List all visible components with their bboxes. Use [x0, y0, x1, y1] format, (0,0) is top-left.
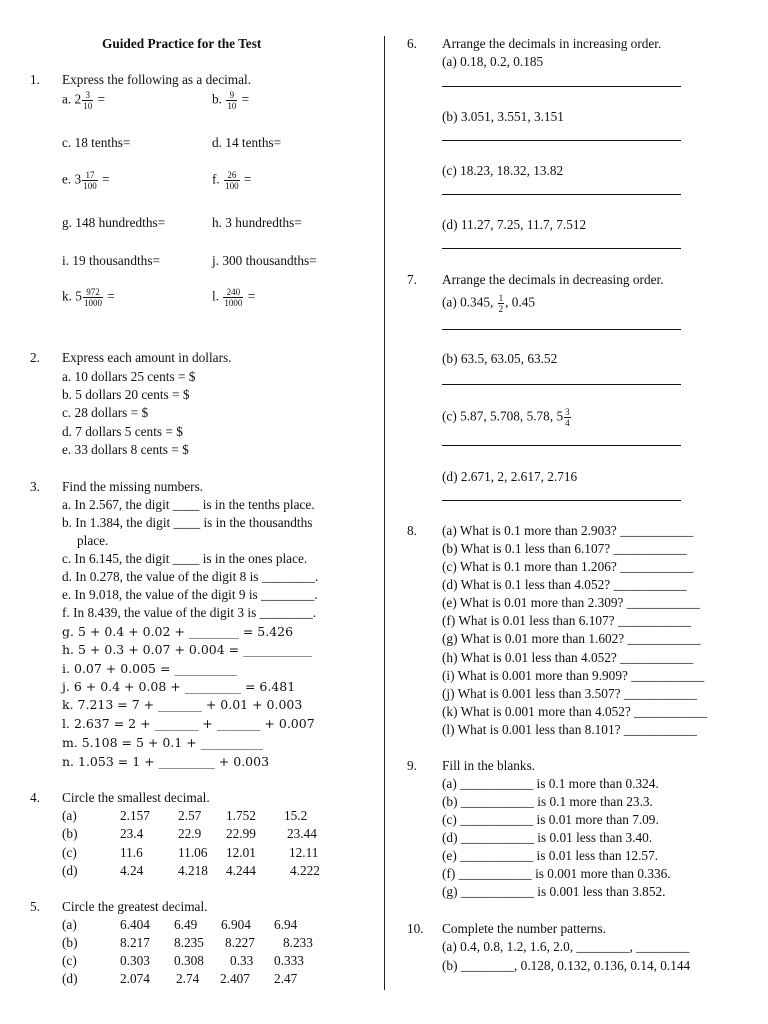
q3-item-b-cont: place.: [77, 533, 109, 548]
q3-number: 3.: [30, 479, 40, 494]
q2-prompt: Express each amount in dollars.: [62, 350, 232, 365]
q7-item-c: (c) 5.87, 5.708, 5.78, 5 $\frac{3}{4}$: [442, 407, 570, 428]
q6-item-b: (b) 3.051, 3.551, 3.151: [442, 109, 564, 124]
q8-item: (a) What is 0.1 more than 2.903? ___________: [442, 523, 694, 538]
q3-item-d: d. In 0.278, the value of the digit 8 is ________.: [62, 569, 319, 584]
q8-item: (j) What is 0.001 less than 3.507? ___________: [442, 686, 697, 701]
q5-row: (a) 6.404 6.49 6.904 6.94: [62, 917, 298, 932]
q3-item-m: m. 5.108 = 5 + 0.1 + __________: [62, 735, 264, 750]
q6-prompt: Arrange the decimals in increasing order.: [442, 36, 662, 51]
q4-row: (d) 4.24 4.218 4.244 4.222: [62, 863, 320, 878]
q3-item-b: b. In 1.384, the digit ____ is in the thousandths: [62, 515, 313, 530]
q5-number: 5.: [30, 899, 40, 914]
q2-item: d. 7 dollars 5 cents = $: [62, 424, 183, 439]
q3-item-e: e. In 9.018, the value of the digit 9 is ________.: [62, 587, 318, 602]
q10-number: 10.: [407, 921, 424, 936]
q5-row: (c) 0.303 0.308 0.33 0.333: [62, 953, 304, 968]
q8-item: (e) What is 0.01 more than 2.309? ___________: [442, 595, 700, 610]
q9-item: (e) ___________ is 0.01 less than 12.57.: [442, 848, 659, 863]
q10-item-b: (b) ________, 0.128, 0.132, 0.136, 0.14, 0.144: [442, 958, 691, 973]
q5-row: (d) 2.074 2.74 2.407 2.47: [62, 971, 298, 986]
q4-row: (b) 23.4 22.9 22.99 23.44: [62, 826, 317, 841]
q6-item-c: (c) 18.23, 18.32, 13.82: [442, 163, 564, 178]
q8-number: 8.: [407, 523, 417, 538]
q1-item-h: h. 3 hundredths=: [212, 215, 302, 230]
q6-item-d: (d) 11.27, 7.25, 11.7, 7.512: [442, 217, 587, 232]
q2-item: e. 33 dollars 8 cents = $: [62, 442, 189, 457]
q1-item-b: b. $\frac{9}{10}$ =: [212, 90, 250, 111]
page-title: Guided Practice for the Test: [102, 36, 262, 51]
q4-prompt: Circle the smallest decimal.: [62, 790, 210, 805]
q9-item: (d) ___________ is 0.01 less than 3.40.: [442, 830, 653, 845]
q3-item-h: h. 5 + 0.3 + 0.07 + 0.004 = ___________: [62, 642, 312, 657]
q1-prompt: Express the following as a decimal.: [62, 72, 252, 87]
answer-line: [442, 194, 681, 195]
q9-item: (b) ___________ is 0.1 more than 23.3.: [442, 794, 653, 809]
q1-item-l: l. $\frac{240}{1000}$ =: [212, 287, 256, 308]
q2-item: a. 10 dollars 25 cents = $: [62, 369, 196, 384]
q3-prompt: Find the missing numbers.: [62, 479, 204, 494]
q6-item-a: (a) 0.18, 0.2, 0.185: [442, 54, 544, 69]
q8-item: (f) What is 0.01 less than 6.107? ___________: [442, 613, 692, 628]
answer-line: [442, 329, 681, 330]
q2-item: b. 5 dollars 20 cents = $: [62, 387, 190, 402]
q1-item-k: k. 5 $\frac{972}{1000}$ =: [62, 287, 115, 308]
q3-item-c: c. In 6.145, the digit ____ is in the ones place.: [62, 551, 308, 566]
q3-item-a: a. In 2.567, the digit ____ is in the tenths place.: [62, 497, 315, 512]
q7-item-b: (b) 63.5, 63.05, 63.52: [442, 351, 558, 366]
q8-item: (c) What is 0.1 more than 1.206? ___________: [442, 559, 694, 574]
column-divider: [384, 36, 385, 990]
q10-item-a: (a) 0.4, 0.8, 1.2, 1.6, 2.0, ________, ________: [442, 939, 690, 954]
answer-line: [442, 248, 681, 249]
answer-line: [442, 86, 681, 87]
q1-item-f: f. $\frac{26}{100}$ =: [212, 170, 252, 191]
q3-item-j: j. 6 + 0.4 + 0.08 + _________ = 6.481: [62, 679, 296, 694]
q3-item-n: n. 1.053 = 1 + _________ + 0.003: [62, 754, 270, 769]
q5-prompt: Circle the greatest decimal.: [62, 899, 208, 914]
answer-line: [442, 384, 681, 385]
q3-item-i: i. 0.07 + 0.005 = __________: [62, 661, 237, 676]
q1-item-g: g. 148 hundredths=: [62, 215, 166, 230]
q4-row: (c) 11.6 11.06 12.01 12.11: [62, 845, 319, 860]
q3-item-f: f. In 8.439, the value of the digit 3 is ________.: [62, 605, 317, 620]
q8-item: (l) What is 0.001 less than 8.101? ___________: [442, 722, 697, 737]
q8-item: (g) What is 0.01 more than 1.602? ___________: [442, 631, 701, 646]
q3-item-g: g. 5 + 0.4 + 0.02 + ________ = 5.426: [62, 624, 294, 639]
q1-item-e: e. 3 $\frac{17}{100}$ =: [62, 170, 110, 191]
q9-prompt: Fill in the blanks.: [442, 758, 536, 773]
q7-item-a: (a) 0.345, $\frac{1}{2}$ , 0.45: [442, 293, 536, 314]
q6-number: 6.: [407, 36, 417, 51]
q9-item: (f) ___________ is 0.001 more than 0.336.: [442, 866, 671, 881]
q9-number: 9.: [407, 758, 417, 773]
q7-number: 7.: [407, 272, 417, 287]
q1-item-d: d. 14 tenths=: [212, 135, 282, 150]
q3-item-l: l. 2.637 = 2 + _______ + _______ + 0.007: [62, 716, 315, 731]
q8-item: (b) What is 0.1 less than 6.107? ___________: [442, 541, 687, 556]
q10-prompt: Complete the number patterns.: [442, 921, 606, 936]
q1-item-c: c. 18 tenths=: [62, 135, 131, 150]
q2-number: 2.: [30, 350, 40, 365]
q9-item: (c) ___________ is 0.01 more than 7.09.: [442, 812, 659, 827]
answer-line: [442, 140, 681, 141]
q2-item: c. 28 dollars = $: [62, 405, 149, 420]
q7-item-d: (d) 2.671, 2, 2.617, 2.716: [442, 469, 578, 484]
q3-item-k: k. 7.213 = 7 + _______ + 0.01 + 0.003: [62, 697, 303, 712]
q9-item: (a) ___________ is 0.1 more than 0.324.: [442, 776, 659, 791]
q1-number: 1.: [30, 72, 40, 87]
q4-number: 4.: [30, 790, 40, 805]
answer-line: [442, 500, 681, 501]
q8-item: (h) What is 0.01 less than 4.052? ___________: [442, 650, 694, 665]
q1-item-i: i. 19 thousandths=: [62, 253, 160, 268]
q8-item: (i) What is 0.001 more than 9.909? ___________: [442, 668, 705, 683]
q1-item-j: j. 300 thousandths=: [212, 253, 317, 268]
q9-item: (g) ___________ is 0.001 less than 3.852.: [442, 884, 666, 899]
q5-row: (b) 8.217 8.235 8.227 8.233: [62, 935, 313, 950]
q8-item: (d) What is 0.1 less than 4.052? ___________: [442, 577, 687, 592]
q7-prompt: Arrange the decimals in decreasing order.: [442, 272, 664, 287]
q8-item: (k) What is 0.001 more than 4.052? ___________: [442, 704, 708, 719]
q4-row: (a) 2.157 2.57 1.752 15.2: [62, 808, 308, 823]
q1-item-a: a. 2 $\frac{3}{10}$ =: [62, 90, 106, 111]
answer-line: [442, 445, 681, 446]
